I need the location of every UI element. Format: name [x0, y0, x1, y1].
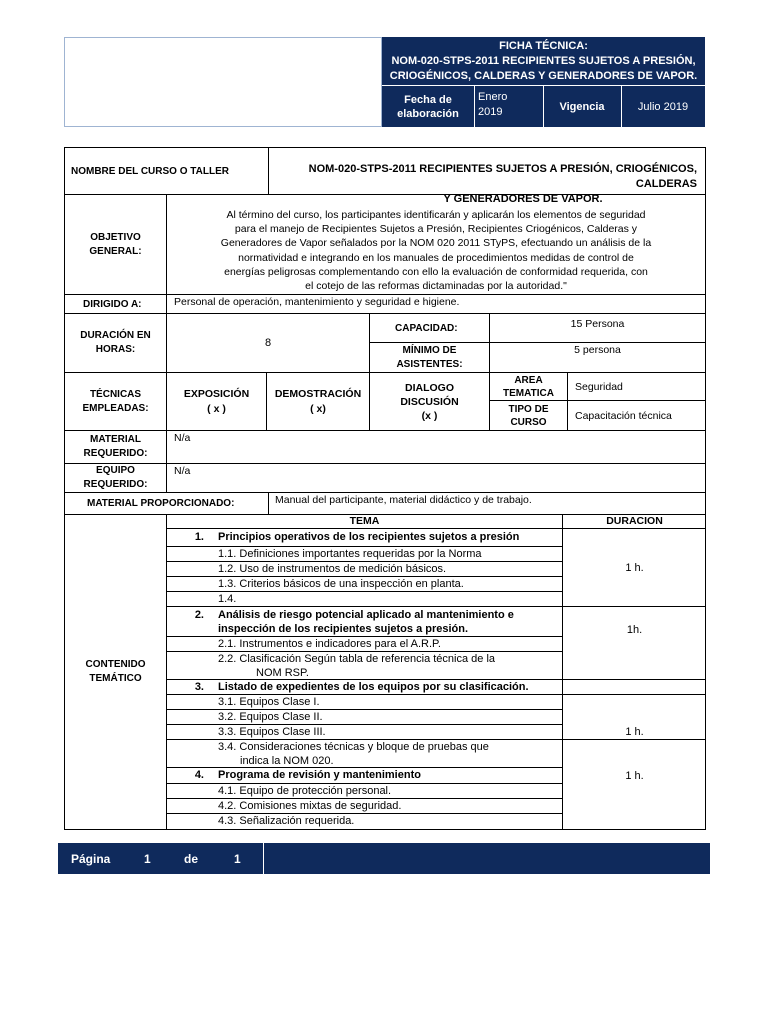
curso-label: NOMBRE DEL CURSO O TALLER	[64, 147, 269, 195]
ficha-tecnica-title: FICHA TÉCNICA: NOM-020-STPS-2011 RECIPIENTES SUJETOS A PRESIÓN, CRIOGÉNICOS, CALDERAS Y GENERADORES DE VAPOR.	[382, 37, 705, 85]
subtopic-2-2: 2.2. Clasificación Según tabla de referencia técnica de la NOM RSP.	[218, 653, 496, 679]
pagina-label: Página	[71, 851, 111, 866]
subtopic-3-1: 3.1. Equipos Clase I.	[218, 696, 320, 708]
footer-bar	[58, 843, 710, 874]
tecnica-dialogo: DIALOGO DISCUSIÓN (x )	[369, 372, 490, 431]
objetivo-text: Al término del curso, los participantes identificarán y aplicarán los elementos de seguridad para el manejo de Recipientes Sujetos a Presión, Recipientes Criogénicos, Calderas y Generadores de Vapor señalados por la NOM 020 2011 STyPS, efectuando un análisis de la normatividad e integrando en los manuales de procedimientos medidas de control de energías peligrosas complementando con ello la evaluación de conformidad requerida, con el cotejo de las reformas dictaminadas por la autoridad."	[166, 194, 706, 295]
material-proporcionado-value: Manual del participante, material didáctico y de trabajo.	[268, 492, 706, 515]
tecnicas-label: TÉCNICAS EMPLEADAS:	[64, 372, 167, 431]
subtopic-4-1: 4.1. Equipo de protección personal.	[218, 785, 392, 797]
fecha-elaboracion-value: Enero 2019	[478, 91, 508, 118]
tema-header: TEMA	[349, 515, 380, 527]
equipo-requerido-label: EQUIPO REQUERIDO:	[64, 463, 167, 493]
subtopic-3-3: 3.3. Equipos Clase III.	[218, 726, 326, 738]
dirigido-value: Personal de operación, mantenimiento y seguridad e higiene.	[166, 294, 706, 314]
duration-topic-3: 1 h.	[625, 725, 644, 738]
page-number: 1	[144, 851, 151, 866]
material-proporcionado-label: MATERIAL PROPORCIONADO:	[64, 492, 269, 515]
subtopic-4-3: 4.3. Señalización requerida.	[218, 815, 355, 827]
duracion-label: DURACIÓN EN HORAS:	[64, 313, 167, 373]
area-tematica-label: AREA TEMATICA	[489, 372, 568, 401]
curso-value: NOM-020-STPS-2011 RECIPIENTES SUJETOS A PRESIÓN, CRIOGÉNICOS, CALDERAS Y GENERADORES DE VAPOR.	[268, 147, 706, 195]
fecha-elaboracion-label: Fecha de elaboración	[397, 93, 459, 120]
subtopic-1-4: 1.4.	[218, 593, 237, 605]
tipo-curso-value: Capacitación técnica	[567, 400, 706, 431]
page-total: 1	[234, 851, 241, 866]
area-tematica-value: Seguridad	[567, 372, 706, 401]
material-requerido-label: MATERIAL REQUERIDO:	[64, 430, 167, 464]
objetivo-label: OBJETIVO GENERAL:	[64, 194, 167, 295]
subtopic-1-1: 1.1. Definiciones importantes requeridas por la Norma	[218, 548, 482, 560]
topic-2: 2. Análisis de riesgo potencial aplicado al mantenimiento e inspección de los recipientes sujetos a presión.	[194, 609, 514, 635]
duration-topic-4: 1 h.	[625, 770, 644, 782]
dirigido-label: DIRIGIDO A:	[64, 294, 167, 314]
duracion-header: DURACION	[606, 515, 663, 527]
tecnica-exposicion: EXPOSICIÓN ( x )	[166, 372, 267, 431]
vigencia-label: Vigencia	[559, 100, 605, 113]
subtopic-2-1: 2.1. Instrumentos e indicadores para el A.R.P.	[218, 638, 441, 650]
capacidad-label: CAPACIDAD:	[369, 313, 490, 343]
vigencia-value: Julio 2019	[637, 100, 689, 113]
duracion-value: 8	[166, 313, 370, 373]
minimo-label: MÍNIMO DE ASISTENTES:	[369, 342, 490, 373]
subtopic-4-2: 4.2. Comisiones mixtas de seguridad.	[218, 800, 402, 812]
capacidad-value: 15 Persona	[489, 313, 706, 343]
duration-topic-2: 1h.	[626, 623, 643, 636]
subtopic-1-2: 1.2. Uso de instrumentos de medición básicos.	[218, 563, 447, 575]
equipo-requerido-value: N/a	[166, 463, 706, 493]
de-label: de	[184, 851, 199, 866]
tecnica-demostracion: DEMOSTRACIÓN ( x)	[266, 372, 370, 431]
subtopic-3-4: 3.4. Consideraciones técnicas y bloque de pruebas que indica la NOM 020.	[218, 741, 489, 767]
tipo-curso-label: TIPO DE CURSO	[489, 400, 568, 431]
subtopic-1-3: 1.3. Criterios básicos de una inspección en planta.	[218, 578, 464, 590]
minimo-value: 5 persona	[489, 342, 706, 373]
subtopic-3-2: 3.2. Equipos Clase II.	[218, 711, 323, 723]
header-left-box	[64, 37, 382, 127]
contenido-label: CONTENIDO TEMÁTICO	[85, 659, 146, 684]
material-requerido-value: N/a	[166, 430, 706, 464]
duration-topic-1: 1 h.	[625, 561, 644, 574]
